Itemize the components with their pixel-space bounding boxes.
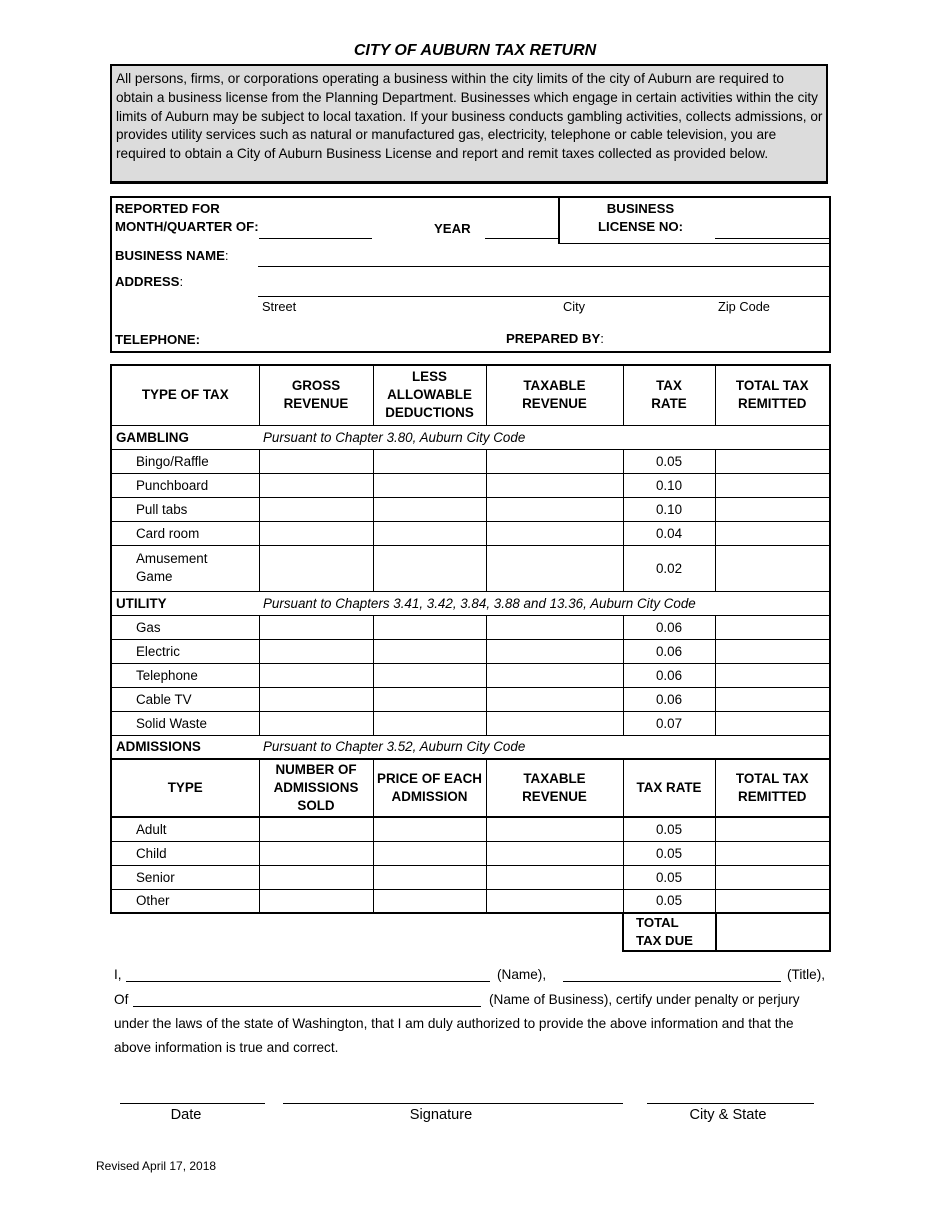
tax-type-name: Amusement Game — [111, 545, 259, 591]
admissions-code-reference: Pursuant to Chapter 3.52, Auburn City Code — [259, 735, 830, 759]
tax-rate-cell: 0.05 — [623, 449, 715, 473]
entry-cell[interactable] — [259, 473, 373, 497]
table-row — [111, 449, 830, 473]
total-remitted-cell[interactable] — [715, 841, 830, 865]
date-line[interactable] — [120, 1103, 265, 1104]
entry-cell[interactable] — [486, 889, 623, 913]
table-row — [111, 889, 830, 913]
total-tax-due-field[interactable] — [715, 912, 831, 952]
entry-cell[interactable] — [486, 817, 623, 841]
tax-type-name: Card room — [111, 521, 259, 545]
instructions-box: All persons, firms, or corporations operating a business within the city limits of the city of Auburn are required to obtain a business license from the Planning Department. Businesses which engage in certain activities within the city limits of Auburn may be subject to local taxation. If your business conducts gambling activities, collects admissions, or provides utility services such as natural or manufactured gas, electricity, telephone or cable television, you are required to obtain a City of Auburn Business License and report and remit taxes collected as provided below. — [110, 64, 828, 184]
total-remitted-cell[interactable] — [715, 687, 830, 711]
signature-line[interactable] — [283, 1103, 623, 1104]
entry-cell[interactable] — [486, 711, 623, 735]
entry-cell[interactable] — [373, 817, 486, 841]
entry-cell[interactable] — [259, 449, 373, 473]
license-number-field[interactable] — [715, 224, 829, 239]
cert-line-4: above information is true and correct. — [114, 1040, 339, 1055]
total-remitted-cell[interactable] — [715, 711, 830, 735]
tax-table-header — [111, 365, 830, 425]
entry-cell[interactable] — [259, 889, 373, 913]
entry-cell[interactable] — [259, 711, 373, 735]
entry-cell[interactable] — [486, 521, 623, 545]
total-remitted-cell[interactable] — [715, 449, 830, 473]
entry-cell[interactable] — [373, 545, 486, 591]
entry-cell[interactable] — [373, 639, 486, 663]
cert-line-1: I, (Name), (Title), — [114, 963, 830, 987]
entry-cell[interactable] — [373, 521, 486, 545]
prepared-by-label: PREPARED BY: — [506, 331, 604, 346]
table-row — [111, 521, 830, 545]
city-state-label: City & State — [689, 1107, 767, 1123]
entry-cell[interactable] — [373, 889, 486, 913]
total-remitted-cell[interactable] — [715, 545, 830, 591]
entry-cell[interactable] — [373, 865, 486, 889]
tax-rate-cell: 0.07 — [623, 711, 715, 735]
total-remitted-cell[interactable] — [715, 817, 830, 841]
total-tax-due-label: TOTAL TAX DUE — [636, 915, 693, 948]
reported-for-label: REPORTED FOR MONTH/QUARTER OF: — [115, 201, 259, 234]
month-quarter-field[interactable] — [259, 224, 372, 239]
tax-rate-cell: 0.06 — [623, 615, 715, 639]
tax-rate-cell: 0.04 — [623, 521, 715, 545]
entry-cell[interactable] — [259, 615, 373, 639]
entry-cell[interactable] — [259, 639, 373, 663]
tax-table — [110, 364, 831, 914]
entry-cell[interactable] — [486, 663, 623, 687]
tax-type-name: Bingo/Raffle — [111, 449, 259, 473]
tax-rate-cell: 0.06 — [623, 639, 715, 663]
total-remitted-cell[interactable] — [715, 663, 830, 687]
admissions-section-row — [111, 735, 830, 759]
table-row — [111, 497, 830, 521]
tax-type-name: Punchboard — [111, 473, 259, 497]
cert-line-3: under the laws of the state of Washington, that I am duly authorized to provide the above information and that the — [114, 1016, 794, 1031]
entry-cell[interactable] — [259, 841, 373, 865]
table-row — [111, 711, 830, 735]
total-remitted-cell[interactable] — [715, 639, 830, 663]
entry-cell[interactable] — [486, 639, 623, 663]
tax-type-name: Other — [111, 889, 259, 913]
license-label: BUSINESS LICENSE NO: — [598, 201, 683, 234]
entry-cell[interactable] — [259, 663, 373, 687]
entry-cell[interactable] — [373, 615, 486, 639]
utility-section-label: UTILITY — [111, 591, 259, 615]
column-header: TAX RATE — [623, 365, 715, 425]
total-remitted-cell[interactable] — [715, 889, 830, 913]
revised-date: Revised April 17, 2018 — [96, 1159, 217, 1173]
gambling-code-reference: Pursuant to Chapter 3.80, Auburn City Code — [259, 425, 830, 449]
utility-section-row — [111, 591, 830, 615]
cert-title-label: (Title), — [787, 967, 826, 982]
gambling-section-row — [111, 425, 830, 449]
entry-cell[interactable] — [373, 841, 486, 865]
entry-cell[interactable] — [486, 615, 623, 639]
entry-cell[interactable] — [486, 687, 623, 711]
tax-rate-cell: 0.10 — [623, 497, 715, 521]
column-header: TAXABLE REVENUE — [486, 365, 623, 425]
tax-type-name: Pull tabs — [111, 497, 259, 521]
total-remitted-cell[interactable] — [715, 473, 830, 497]
total-remitted-cell[interactable] — [715, 521, 830, 545]
table-row — [111, 473, 830, 497]
address-label: ADDRESS: — [115, 274, 184, 289]
entry-cell[interactable] — [373, 687, 486, 711]
business-name-label: BUSINESS NAME: — [115, 248, 229, 263]
total-remitted-cell[interactable] — [715, 497, 830, 521]
entry-cell[interactable] — [259, 817, 373, 841]
total-remitted-cell[interactable] — [715, 615, 830, 639]
license-row-line — [558, 243, 830, 244]
date-label: Date — [170, 1107, 202, 1123]
entry-cell[interactable] — [259, 687, 373, 711]
entry-cell[interactable] — [259, 497, 373, 521]
table-row — [111, 687, 830, 711]
admissions-table-header — [111, 759, 830, 817]
signature-label: Signature — [409, 1107, 473, 1123]
table-row — [111, 865, 830, 889]
utility-code-reference: Pursuant to Chapters 3.41, 3.42, 3.84, 3.88 and 13.36, Auburn City Code — [259, 591, 830, 615]
form-title: CITY OF AUBURN TAX RETURN — [353, 42, 597, 59]
tax-type-name: Senior — [111, 865, 259, 889]
cert-name-field[interactable] — [126, 981, 490, 982]
column-header: LESS ALLOWABLE DEDUCTIONS — [373, 365, 486, 425]
cert-business-field[interactable] — [133, 1006, 481, 1007]
entry-cell[interactable] — [373, 473, 486, 497]
cert-title-field[interactable] — [563, 981, 781, 982]
tax-rate-cell: 0.06 — [623, 663, 715, 687]
cert-business-label: (Name of Business), certify under penalty or perjury — [489, 992, 800, 1007]
city-state-line[interactable] — [647, 1103, 814, 1104]
tax-rate-cell: 0.06 — [623, 687, 715, 711]
entry-cell[interactable] — [259, 865, 373, 889]
column-header: GROSS REVENUE — [259, 365, 373, 425]
entry-cell[interactable] — [486, 473, 623, 497]
entry-cell[interactable] — [373, 711, 486, 735]
tax-rate-cell: 0.10 — [623, 473, 715, 497]
table-row — [111, 663, 830, 687]
city-caption: City — [563, 299, 586, 314]
tax-type-name: Child — [111, 841, 259, 865]
business-name-field[interactable] — [258, 252, 829, 267]
table-row — [111, 615, 830, 639]
cert-name-label: (Name), — [497, 967, 547, 982]
column-header: NUMBER OF ADMISSIONS SOLD — [259, 759, 373, 817]
cert-line-2: Of (Name of Business), certify under penalty or perjury — [114, 988, 830, 1012]
column-header: TAX RATE — [623, 759, 715, 817]
total-remitted-cell[interactable] — [715, 865, 830, 889]
tax-type-name: Telephone — [111, 663, 259, 687]
entry-cell[interactable] — [259, 545, 373, 591]
tax-rate-cell: 0.02 — [623, 545, 715, 591]
tax-rate-cell: 0.05 — [623, 841, 715, 865]
table-row — [111, 545, 830, 591]
column-header: TAXABLE REVENUE — [486, 759, 623, 817]
column-header: PRICE OF EACH ADMISSION — [373, 759, 486, 817]
entry-cell[interactable] — [486, 545, 623, 591]
column-header: TYPE — [111, 759, 259, 817]
tax-type-name: Adult — [111, 817, 259, 841]
entry-cell[interactable] — [486, 841, 623, 865]
zip-caption: Zip Code — [718, 299, 770, 314]
tax-type-name: Gas — [111, 615, 259, 639]
street-caption: Street — [262, 299, 297, 314]
tax-type-name: Electric — [111, 639, 259, 663]
address-field[interactable] — [258, 282, 829, 297]
tax-rate-cell: 0.05 — [623, 889, 715, 913]
year-label: YEAR — [434, 221, 471, 236]
entry-cell[interactable] — [373, 663, 486, 687]
tax-type-name: Cable TV — [111, 687, 259, 711]
telephone-label: TELEPHONE: — [115, 332, 200, 347]
admissions-section-label: ADMISSIONS — [111, 735, 259, 759]
column-header: TYPE OF TAX — [111, 365, 259, 425]
table-row — [111, 817, 830, 841]
table-row — [111, 841, 830, 865]
entry-cell[interactable] — [486, 865, 623, 889]
license-divider — [558, 197, 560, 243]
column-header: TOTAL TAX REMITTED — [715, 365, 830, 425]
entry-cell[interactable] — [486, 449, 623, 473]
entry-cell[interactable] — [259, 521, 373, 545]
tax-type-name: Solid Waste — [111, 711, 259, 735]
entry-cell[interactable] — [373, 497, 486, 521]
year-field[interactable] — [485, 224, 558, 239]
tax-rate-cell: 0.05 — [623, 817, 715, 841]
tax-rate-cell: 0.05 — [623, 865, 715, 889]
column-header: TOTAL TAX REMITTED — [715, 759, 830, 817]
gambling-section-label: GAMBLING — [111, 425, 259, 449]
table-row — [111, 639, 830, 663]
entry-cell[interactable] — [486, 497, 623, 521]
entry-cell[interactable] — [373, 449, 486, 473]
